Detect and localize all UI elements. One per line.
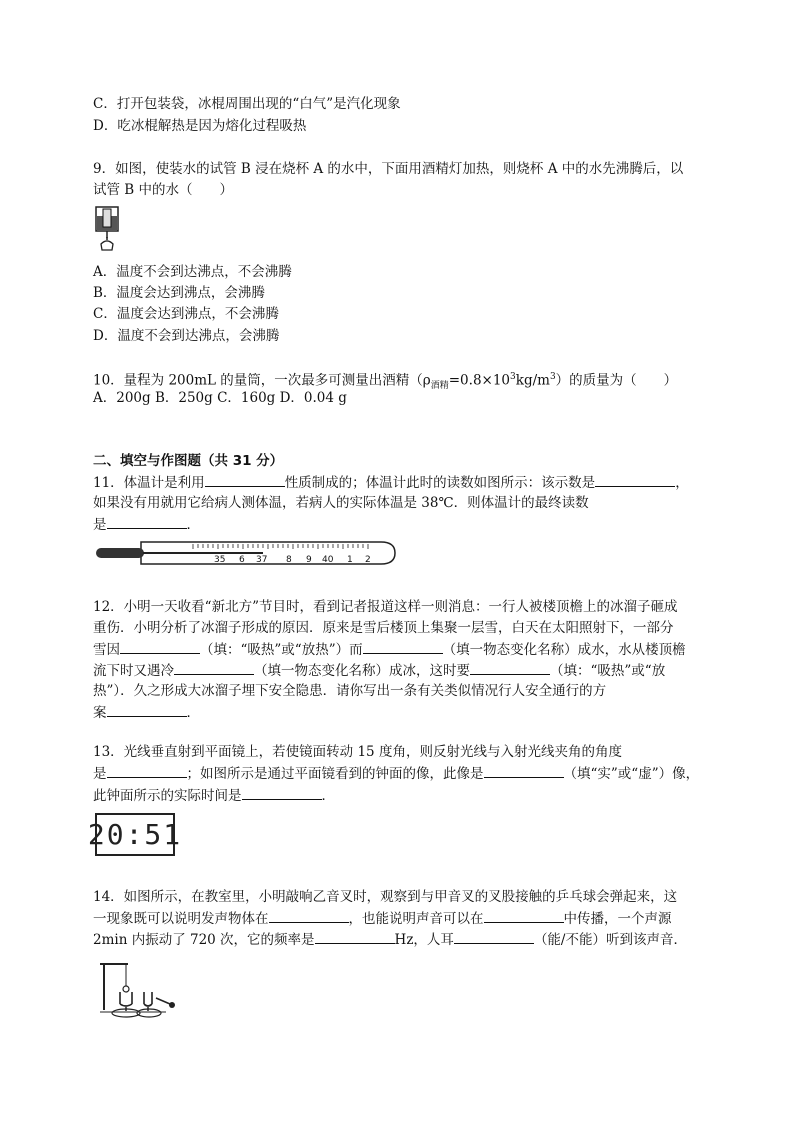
clock-display: 20:51 [87, 817, 183, 851]
q12-line1: 12．小明一天收看“新北方”节目时，看到记者报道这样一则消息：一行人被楼顶檐上的冰溜子砸成 [93, 599, 678, 615]
q12-line6: 案 ． [93, 705, 200, 721]
answer-blank[interactable] [595, 473, 675, 487]
answer-blank[interactable] [269, 909, 349, 923]
q9-stem-line2: 试管 B 中的水（ ） [93, 182, 234, 198]
answer-blank[interactable] [107, 515, 187, 529]
q9-option-c: C．温度会达到沸点，不会沸腾 [93, 306, 279, 322]
answer-blank[interactable] [107, 764, 187, 778]
thermometer-tick-label: 2 [365, 555, 371, 565]
thermometer-tick-label: 9 [306, 555, 312, 565]
thermometer-tick-label: 6 [239, 555, 245, 565]
answer-blank[interactable] [454, 930, 534, 944]
answer-blank[interactable] [120, 640, 200, 654]
mirror-clock-figure [87, 813, 183, 856]
thermometer-tick-label: 37 [256, 555, 268, 565]
q11-line2: 如果没有用就用它给病人测体温，若病人的实际体温是 38℃．则体温计的最终读数 [93, 495, 589, 511]
q12-line3: 雪因 （填：“吸热”或“放热”）而 （填一物态变化名称）成水，水从楼顶檐 [93, 642, 686, 658]
q9-stem-line1: 9．如图，使装水的试管 B 浸在烧杯 A 的水中，下面用酒精灯加热，则烧杯 A 中的水先沸腾后，以 [93, 161, 684, 177]
q14-line2: 一现象既可以说明发声物体在 ，也能说明声音可以在 中传播，一个声源 [93, 911, 672, 927]
thermometer-tick-label: 35 [214, 555, 226, 565]
q13-line2: 是 ；如图所示是通过平面镜看到的钟面的像，此像是 （填“实”或“虚”）像， [93, 766, 700, 782]
answer-blank[interactable] [205, 473, 285, 487]
answer-blank[interactable] [484, 909, 564, 923]
q14-line3: 2min 内振动了 720 次，它的频率是 Hz，人耳 （能/不能）听到该声音． [93, 932, 687, 948]
thermometer-tick-label: 40 [322, 555, 334, 565]
answer-blank[interactable] [242, 786, 322, 800]
q10-density-subscript: 酒精 [430, 381, 449, 392]
q8-option-c: C．打开包装袋，冰棍周围出现的“白气”是汽化现象 [93, 96, 401, 112]
answer-blank[interactable] [484, 764, 564, 778]
answer-blank[interactable] [174, 661, 254, 675]
beaker-test-tube-figure [93, 204, 123, 254]
q10-options: A．200g B．250g C．160g D．0.04 g [93, 390, 347, 406]
answer-blank[interactable] [107, 703, 187, 717]
answer-blank[interactable] [315, 930, 395, 944]
answer-blank[interactable] [363, 640, 443, 654]
thermometer-tick-label: 1 [347, 555, 353, 565]
thermometer-tick-label: 8 [286, 555, 292, 565]
thermometer-figure [93, 539, 398, 567]
q11-line1: 11．体温计是利用 性质制成的；体温计此时的读数如图所示：该示数是 ， [93, 475, 689, 491]
q9-option-b: B．温度会达到沸点，会沸腾 [93, 285, 265, 301]
q12-line4: 流下时又遇冷 （填一物态变化名称）成冰，这时要 （填：“吸热”或“放 [93, 663, 666, 679]
tuning-fork-figure [96, 958, 178, 1022]
q12-line5: 热”）．久之形成大冰溜子埋下安全隐患．请你写出一条有关类似情况行人安全通行的方 [93, 683, 607, 699]
q12-line2: 重伤．小明分析了冰溜子形成的原因．原来是雪后楼顶上集聚一层雪，白天在太阳照射下，一部分 [93, 620, 674, 636]
q13-line1: 13．光线垂直射到平面镜上，若使镜面转动 15 度角，则反射光线与入射光线夹角的角度 [93, 744, 622, 760]
q8-option-d: D．吃冰棍解热是因为熔化过程吸热 [93, 118, 307, 134]
q9-option-a: A．温度不会到达沸点，不会沸腾 [93, 264, 292, 280]
q9-option-d: D．温度不会到达沸点，会沸腾 [93, 328, 280, 344]
answer-blank[interactable] [470, 661, 550, 675]
q14-line1: 14．如图所示，在教室里，小明敲响乙音叉时，观察到与甲音叉的叉股接触的乒乓球会弹起来，这 [93, 889, 678, 905]
q11-line3: 是 ． [93, 517, 200, 533]
q10-stem: 10．量程为 200mL 的量筒，一次最多可测量出酒精$(\rho_{酒精}=0.8\times 10^3kg/m^3)$的质量为（ ） [93, 372, 678, 392]
q13-line3: 此钟面所示的实际时间是 ． [93, 788, 335, 804]
section-heading: 二、填空与作图题（共 31 分） [93, 453, 284, 469]
